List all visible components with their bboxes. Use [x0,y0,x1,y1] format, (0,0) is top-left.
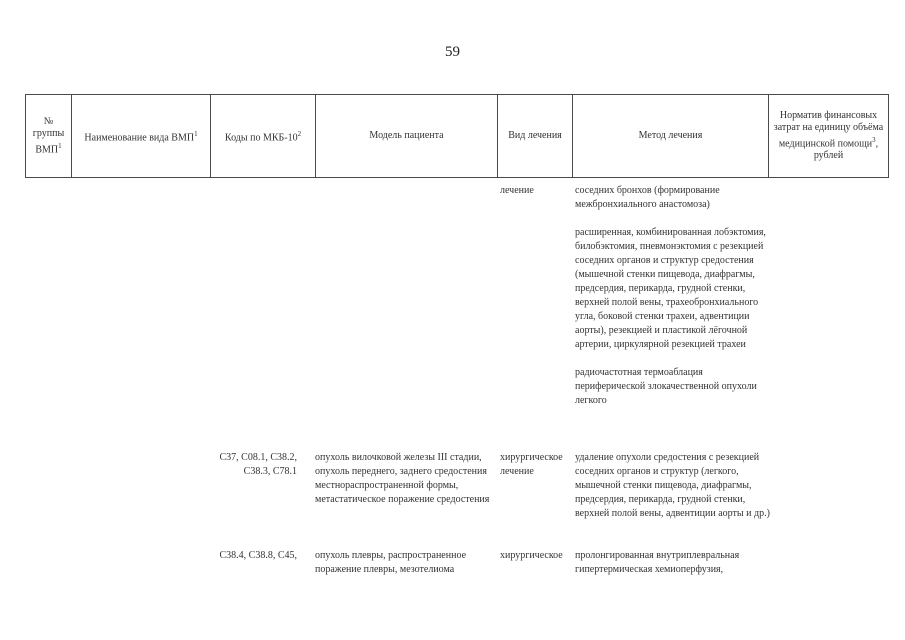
page-number: 59 [445,44,460,60]
header-vmp-name [72,95,211,178]
footnote-mark: 2 [297,129,302,138]
treatment-method-cell [575,184,775,408]
treatment-method-cell [575,549,775,577]
header-group-number [26,95,72,178]
icd-codes-cell: C37, C08.1, C38.2, C38.3, C78.1 [219,452,297,477]
header-cost-norm [769,95,889,178]
header-treatment-type: Вид лечения [498,95,573,178]
header-cost-norm-text: Норматив финансовых затрат на единицу объёма медицинской помощи [773,109,884,150]
method-item: соседних бронхов (формирование межбронхиального анастомоза) [575,185,720,210]
header-patient-model: Модель пациента [316,95,498,178]
table-header [25,94,889,178]
method-item: расширенная, комбинированная лобэктомия, билобэктомия, пневмонэктомия с резекцией соседних органов и структур средостения (мышечной стенки пищевода, диафрагмы, предсердия, перикарда, грудной стенки, верхней полой вены, трахеобронхиального угла, боковой стенки трахеи, адвентиции аорты), резекцией и пластикой лёгочной артерии, циркулярной резекцией трахеи [575,227,766,350]
header-icd-codes [211,95,316,178]
footnote-mark: 3 [872,135,876,144]
icd-codes-cell: C38.4, C38.8, C45, [219,550,297,561]
header-cost-norm-tail: , рублей [813,138,879,162]
method-item: пролонгированная внутриплевральная гипертермическая хемиоперфузия, [575,550,740,575]
treatment-type-cell: лечение [500,185,534,196]
treatment-method-cell [575,451,775,521]
treatment-type-cell: хирургическое [500,550,563,561]
header-group-number-text: № группы ВМП [32,115,65,156]
header-vmp-name-text: Наименование вида ВМП [84,132,195,144]
patient-model-cell: опухоль вилочковой железы III стадии, опухоль переднего, заднего средостения местнораспространенной формы, метастатическое поражение средостения [315,452,490,505]
patient-model-cell: опухоль плевры, распространенное поражение плевры, мезотелиома [315,550,467,575]
footnote-mark: 1 [194,129,198,138]
header-treatment-method: Метод лечения [573,95,769,178]
header-icd-codes-text: Коды по МКБ-10 [224,132,298,144]
treatment-type-cell: хирургическое лечение [500,452,563,477]
footnote-mark: 1 [58,141,62,150]
method-item: радиочастотная термоаблация периферической злокачественной опухоли легкого [575,367,757,406]
method-item: удаление опухоли средостения с резекцией соседних органов и структур (легкого, мышечной стенки пищевода, диафрагмы, предсердия, перикарда, грудной стенки, верхней полой вены, адвентиции аорты и др.) [575,452,770,519]
